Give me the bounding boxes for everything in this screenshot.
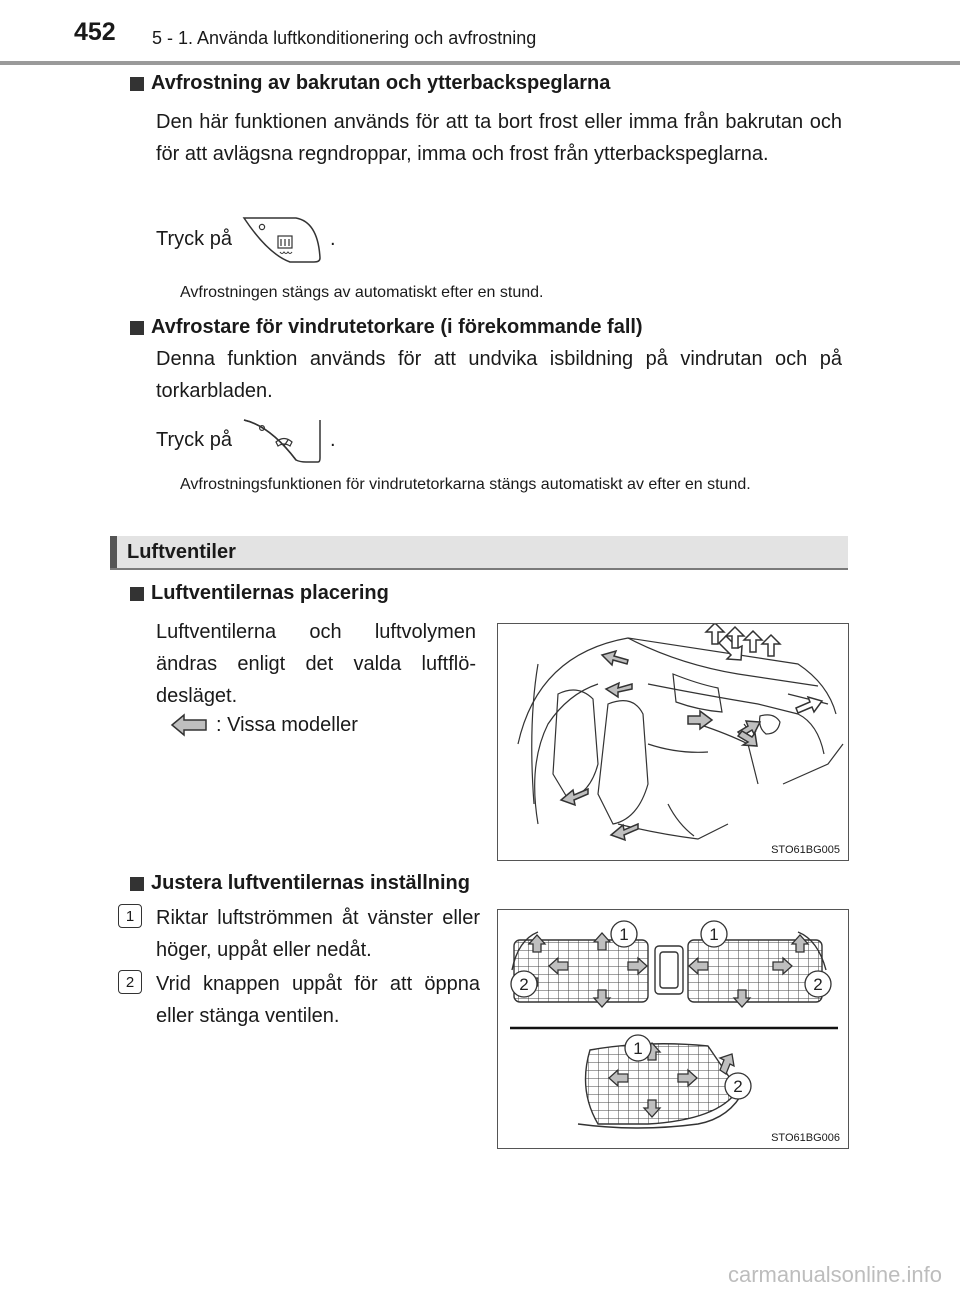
rear-defog-heading [130,72,610,95]
vent-legend [170,712,358,738]
bullet-square-icon [130,587,144,601]
bullet-square-icon [130,321,144,335]
callout-number: 2 [813,975,823,994]
item-text: Riktar luftströmmen åt vänster eller höger, uppåt eller nedåt. [156,907,480,961]
rear-defog-body: Den här funktionen används för att ta bort frost eller imma från bakrutan och för att avlägsna regndroppar, imma och frost från ytterbackspeglarna. [156,111,842,165]
bullet-square-icon [130,877,144,891]
vent-legend-text: : Vissa modeller [216,713,358,736]
press-suffix: . [329,227,336,250]
vent-location-body: Luftventilerna och luftvolymen ändras enligt det valda luftflödesläget. [156,621,476,707]
section-title: Luftventiler [127,541,236,563]
watermark: carmanualsonline.info [727,1262,942,1287]
vent-location-figure [497,623,849,861]
car-interior-illustration [498,624,848,860]
callout-number: 2 [519,975,529,994]
vent-adjust-heading-text: Justera luftventilernas inställning [151,872,470,894]
wiper-deicer-press-line [156,416,336,464]
item-number-badge: 2 [118,970,142,994]
vent-adjust-figure [497,909,849,1149]
section-bar-luftventiler [110,536,848,570]
chapter-title: 5 - 1. Använda luftkonditionering och avfrostning [152,28,537,48]
wiper-deicer-heading [130,316,643,339]
vent-location-heading [130,582,389,605]
page-number: 452 [74,18,116,46]
bullet-square-icon [130,77,144,91]
press-prefix: Tryck på [156,227,232,250]
wiper-deicer-button-icon[interactable] [240,416,324,464]
header-rule [0,61,960,65]
press-prefix: Tryck på [156,428,232,451]
figure-code: STO61BG006 [771,1132,840,1144]
rear-defogger-button-icon[interactable] [240,214,324,264]
vent-location-heading-text: Luftventilernas placering [151,582,389,604]
vent-adjust-illustration [498,910,848,1148]
gray-arrow-legend-icon [170,712,208,738]
figure-code: STO61BG005 [771,844,840,856]
wiper-deicer-note: Avfrostningsfunktionen för vindrutetorkarna stängs automatiskt av efter en stund. [180,476,751,493]
section-bar-accent [110,536,117,568]
wiper-deicer-body: Denna funktion används för att undvika isbildning på vindrutan och på torkarbladen. [156,348,842,402]
press-suffix: . [329,428,336,451]
callout-number: 1 [619,925,629,944]
vent-adjust-heading [130,872,470,895]
wiper-deicer-heading-text: Avfrostare för vindrutetorkare (i förekommande fall) [151,316,643,338]
rear-defog-heading-text: Avfrostning av bakrutan och ytterbackspeglarna [151,72,611,94]
callout-number: 2 [733,1077,743,1096]
item-text: Vrid knappen uppåt för att öppna eller stänga ventilen. [156,973,480,1027]
rear-defog-press-line [156,214,336,264]
callout-number: 1 [633,1039,643,1058]
item-number-badge: 1 [118,904,142,928]
rear-defog-note: Avfrostningen stängs av automatiskt efter en stund. [180,284,544,301]
callout-number: 1 [709,925,719,944]
